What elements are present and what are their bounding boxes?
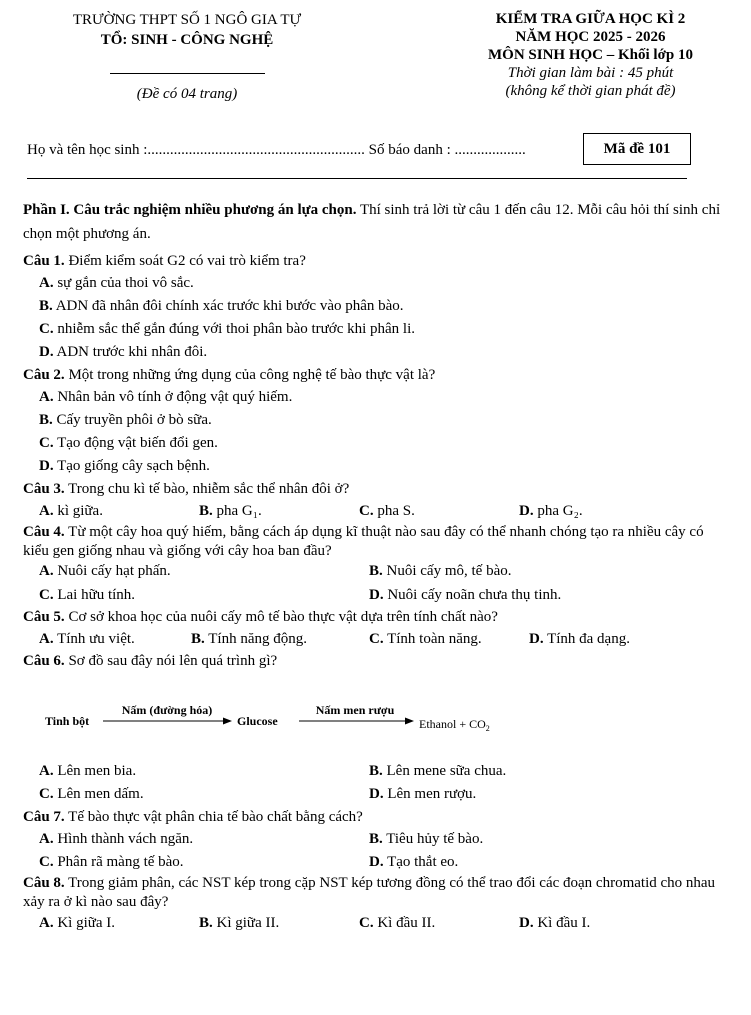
option-b: B. Kì giữa II. bbox=[199, 914, 280, 931]
option-a: A. Lên men bia. bbox=[39, 763, 137, 780]
options-row bbox=[23, 584, 723, 607]
question-4 bbox=[23, 523, 723, 607]
question-text: Sơ đồ sau đây nói lên quá trình gì? bbox=[64, 653, 278, 670]
question-7 bbox=[23, 807, 723, 875]
question-text: Trong giảm phân, các NST kép trong cặp NST kép tương đồng có thể trao đổi các đoạn chromatid cho nhau xảy ra ở kì nào sau đây? bbox=[23, 875, 716, 910]
options-row bbox=[23, 760, 723, 783]
option-d: D. Lên men rượu. bbox=[369, 786, 477, 803]
part-intro bbox=[23, 198, 723, 247]
options-row bbox=[23, 828, 723, 851]
exam-duration: Thời gian làm bài : 45 phút bbox=[507, 65, 674, 81]
arrow-1-label: Nấm (đường hóa) bbox=[121, 703, 213, 718]
option-a: A. Nuôi cấy hạt phấn. bbox=[39, 563, 171, 580]
question-label: Câu 4. bbox=[23, 523, 65, 540]
exam-content bbox=[23, 198, 723, 935]
option-a: A. Tính ưu việt. bbox=[39, 630, 135, 647]
diagram-end: Ethanol + $CO_2$ bbox=[419, 717, 490, 734]
option-d: D. ADN trước khi nhân đôi. bbox=[39, 344, 208, 361]
arrow-1-head bbox=[223, 718, 232, 725]
options-row bbox=[23, 912, 723, 935]
student-info bbox=[27, 133, 717, 167]
student-fields bbox=[27, 140, 526, 160]
option-a: A. kì giữa. bbox=[39, 502, 103, 519]
options-row bbox=[23, 500, 723, 523]
question-label: Câu 8. bbox=[23, 875, 65, 892]
question-label: Câu 6. bbox=[23, 653, 65, 670]
question-text: Từ một cây hoa quý hiếm, bằng cách áp dụng kĩ thuật nào sau đây có thể nhanh chóng tạo ra nhiều cây có kiểu gen giống nhau và giống với cây hoa ban đầu? bbox=[23, 523, 704, 559]
question-text: Tế bào thực vật phân chia tế bào chất bằng cách? bbox=[64, 808, 363, 825]
question-5 bbox=[23, 607, 723, 651]
option-a: A. sự gắn của thoi vô sắc. bbox=[39, 274, 194, 291]
question-8 bbox=[23, 874, 723, 935]
option-c: C. Kì đầu II. bbox=[359, 914, 436, 931]
student-id-label: Số báo danh : ................... bbox=[368, 142, 526, 158]
option-d: D. Tính đa dạng. bbox=[529, 630, 630, 647]
option-b: B. Nuôi cấy mô, tế bào. bbox=[369, 563, 512, 580]
page-count: (Đề có 04 trang) bbox=[136, 85, 238, 102]
subject-title: MÔN SINH HỌC – Khối lớp 10 bbox=[488, 47, 693, 63]
option-b: B. pha G₁. bbox=[199, 502, 262, 519]
option-a: A. Nhân bản vô tính ở động vật quý hiếm. bbox=[39, 388, 293, 405]
option-b: B. Tiêu hủy tế bào. bbox=[369, 830, 484, 847]
school-name: TRƯỜNG THPT SỐ 1 NGÔ GIA TỰ bbox=[72, 12, 302, 28]
option-d: D. Tạo giống cây sạch bệnh. bbox=[39, 458, 210, 475]
question-label: Câu 1. bbox=[23, 252, 65, 269]
option-b: B. Tính năng động. bbox=[191, 630, 307, 647]
option-c: C. Lai hữu tính. bbox=[39, 586, 136, 603]
question-text: Một trong những ứng dụng của công nghệ tế bào thực vật là? bbox=[64, 366, 436, 383]
exam-header bbox=[0, 10, 751, 120]
exam-code-box: Mã đề 101 bbox=[583, 133, 691, 165]
option-d: D. Kì đầu I. bbox=[519, 914, 591, 931]
duration-note: (không kể thời gian phát đề) bbox=[505, 83, 676, 99]
fermentation-diagram bbox=[23, 672, 723, 760]
option-a: A. Kì giữa I. bbox=[39, 914, 116, 931]
department-name: TỔ: SINH - CÔNG NGHỆ bbox=[100, 32, 274, 49]
school-block bbox=[42, 10, 332, 104]
question-text: Cơ sở khoa học của nuôi cấy mô tế bào thực vật dựa trên tính chất nào? bbox=[64, 608, 498, 625]
part-title: Phần I. Câu trắc nghiệm nhiều phương án lựa chọn. bbox=[23, 202, 357, 218]
arrow-2-head bbox=[405, 718, 414, 725]
part-instruction: Thí sinh trả lời từ câu 1 đến câu 12. Mỗi câu hỏi thí sinh chỉ chọn một phương án. bbox=[23, 202, 721, 243]
section-divider bbox=[27, 178, 687, 179]
process-diagram bbox=[23, 672, 723, 760]
options-row bbox=[23, 783, 723, 806]
student-name-label: Họ và tên học sinh :.......................................................... bbox=[27, 142, 365, 158]
header-divider bbox=[110, 73, 265, 74]
option-d: D. Nuôi cấy noãn chưa thụ tinh. bbox=[369, 586, 562, 603]
exam-info-block bbox=[438, 10, 743, 100]
question-label: Câu 2. bbox=[23, 366, 65, 383]
question-2 bbox=[23, 365, 723, 479]
option-c: C. nhiễm sắc thể gắn đúng với thoi phân bào trước khi phân li. bbox=[39, 321, 416, 338]
question-1 bbox=[23, 251, 723, 365]
question-label: Câu 7. bbox=[23, 808, 65, 825]
option-c: C. Tính toàn năng. bbox=[369, 630, 482, 647]
question-text: Trong chu kì tế bào, nhiễm sắc thể nhân đôi ở? bbox=[64, 480, 350, 497]
diagram-start: Tinh bột bbox=[45, 714, 90, 729]
question-label: Câu 5. bbox=[23, 608, 65, 625]
option-b: B. Cấy truyền phôi ở bò sữa. bbox=[39, 411, 212, 428]
option-a: A. Hình thành vách ngăn. bbox=[39, 830, 194, 847]
options-row bbox=[23, 628, 723, 651]
option-c: C. Phân rã màng tế bào. bbox=[39, 853, 184, 870]
exam-title: KIỂM TRA GIỮA HỌC KÌ 2 bbox=[495, 11, 686, 27]
option-c: C. pha S. bbox=[359, 502, 415, 519]
school-year: NĂM HỌC 2025 - 2026 bbox=[515, 29, 666, 45]
options-row bbox=[23, 851, 723, 874]
option-d: D. pha G₂. bbox=[519, 502, 583, 519]
option-b: B. ADN đã nhân đôi chính xác trước khi bước vào phân bào. bbox=[39, 297, 404, 314]
question-text: Điểm kiểm soát G2 có vai trò kiểm tra? bbox=[64, 252, 306, 269]
arrow-2-label: Nấm men rượu bbox=[315, 703, 395, 718]
option-c: C. Lên men dấm. bbox=[39, 786, 144, 803]
question-6 bbox=[23, 651, 723, 807]
option-c: C. Tạo động vật biến đổi gen. bbox=[39, 435, 218, 452]
question-label: Câu 3. bbox=[23, 480, 65, 497]
question-3 bbox=[23, 479, 723, 523]
options-row bbox=[23, 560, 723, 583]
option-d: D. Tạo thắt eo. bbox=[369, 853, 459, 870]
option-b: B. Lên mene sữa chua. bbox=[369, 763, 507, 780]
diagram-middle: Glucose bbox=[237, 714, 278, 729]
